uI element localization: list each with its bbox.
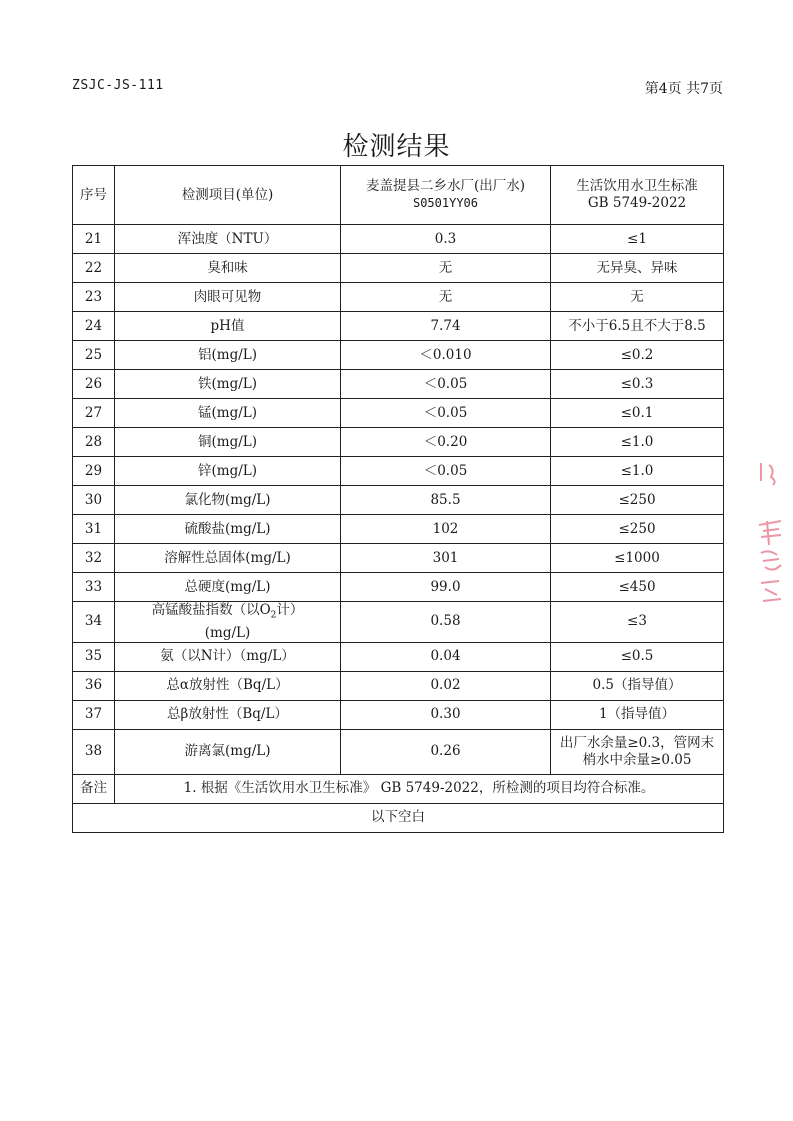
row-item: 臭和味 (115, 254, 341, 283)
row-no: 29 (73, 457, 115, 486)
row-no: 35 (73, 642, 115, 671)
table-row (73, 428, 724, 457)
row-standard: ≤450 (551, 573, 724, 602)
document-code: ZSJC-JS-111 (72, 78, 164, 93)
row-result: ＜0.010 (341, 341, 551, 370)
row-result: 301 (341, 544, 551, 573)
row-item: pH值 (115, 312, 341, 341)
row-result: ＜0.05 (341, 457, 551, 486)
table-header-row (73, 166, 724, 225)
row-item: 氯化物(mg/L) (115, 486, 341, 515)
row-result: 0.30 (341, 700, 551, 729)
table-row (73, 729, 724, 774)
row-result: 85.5 (341, 486, 551, 515)
row-standard: ≤1.0 (551, 457, 724, 486)
row-standard: ≤0.1 (551, 399, 724, 428)
row-item: 总α放射性（Bq/L） (115, 671, 341, 700)
row-standard: ≤3 (551, 602, 724, 643)
row-standard: ≤0.2 (551, 341, 724, 370)
table-row (73, 544, 724, 573)
row-item: 硫酸盐(mg/L) (115, 515, 341, 544)
row-no: 27 (73, 399, 115, 428)
row-result: 7.74 (341, 312, 551, 341)
row-result: ＜0.05 (341, 399, 551, 428)
row-no: 28 (73, 428, 115, 457)
table-row (73, 341, 724, 370)
row-no: 21 (73, 225, 115, 254)
row-standard: ≤250 (551, 486, 724, 515)
row-no: 37 (73, 700, 115, 729)
row-item: 锰(mg/L) (115, 399, 341, 428)
header-result-sample: 麦盖提县二乡水厂(出厂水) (365, 178, 526, 194)
row-no: 26 (73, 370, 115, 399)
table-row (73, 486, 724, 515)
table-row (73, 642, 724, 671)
row-standard: 不小于6.5且不大于8.5 (551, 312, 724, 341)
note-text: 1. 根据《生活饮用水卫生标准》 GB 5749-2022，所检测的项目均符合标准。 (115, 774, 724, 803)
header-standard-code: GB 5749-2022 (587, 195, 687, 211)
header-standard-name: 生活饮用水卫生标准 (576, 178, 698, 194)
note-label: 备注 (73, 774, 115, 803)
row-no: 25 (73, 341, 115, 370)
row-item: 游离氯(mg/L) (115, 729, 341, 774)
table-row (73, 399, 724, 428)
table-row (73, 457, 724, 486)
row-standard-line1: 出厂水余量≥0.3，管网末 (559, 734, 715, 751)
table-row (73, 573, 724, 602)
header-item: 检测项目(单位) (115, 166, 341, 225)
row-result: ＜0.20 (341, 428, 551, 457)
table-row (73, 312, 724, 341)
row-no: 30 (73, 486, 115, 515)
end-row (73, 803, 724, 832)
row-item-line2: (mg/L) (204, 624, 251, 641)
note-row (73, 774, 724, 803)
page-number: 第4页 共7页 (644, 81, 723, 97)
header-standard (551, 166, 724, 225)
row-result: 0.26 (341, 729, 551, 774)
row-item: 总β放射性（Bq/L） (115, 700, 341, 729)
row-result: 无 (341, 283, 551, 312)
row-standard: 无 (551, 283, 724, 312)
row-standard: ≤250 (551, 515, 724, 544)
table-row (73, 283, 724, 312)
table-row (73, 254, 724, 283)
row-item-line1 (119, 602, 336, 625)
row-no: 22 (73, 254, 115, 283)
row-no: 34 (73, 602, 115, 643)
row-item: 锌(mg/L) (115, 457, 341, 486)
row-no: 32 (73, 544, 115, 573)
row-item: 氨（以N计）（mg/L） (115, 642, 341, 671)
row-standard: ≤0.5 (551, 642, 724, 671)
row-no: 33 (73, 573, 115, 602)
row-item-prefix: 高锰酸盐指数（以O (151, 602, 271, 618)
row-result: 0.04 (341, 642, 551, 671)
row-standard: 无异臭、异味 (551, 254, 724, 283)
table-row (73, 700, 724, 729)
row-no: 23 (73, 283, 115, 312)
row-standard: ≤0.3 (551, 370, 724, 399)
table-row (73, 515, 724, 544)
row-item: 肉眼可见物 (115, 283, 341, 312)
page-title: 检测结果 (342, 132, 451, 162)
row-item: 溶解性总固体(mg/L) (115, 544, 341, 573)
row-result: 99.0 (341, 573, 551, 602)
row-result: 无 (341, 254, 551, 283)
seal-stamp-fragment (755, 455, 785, 625)
row-standard: 1（指导值） (551, 700, 724, 729)
row-standard: 0.5（指导值） (551, 671, 724, 700)
table-row (73, 225, 724, 254)
row-item: 总硬度(mg/L) (115, 573, 341, 602)
row-result: 0.02 (341, 671, 551, 700)
row-standard: ≤1 (551, 225, 724, 254)
row-item: 浑浊度（NTU） (115, 225, 341, 254)
header-no: 序号 (73, 166, 115, 225)
row-result: 102 (341, 515, 551, 544)
row-no: 38 (73, 729, 115, 774)
row-no: 24 (73, 312, 115, 341)
table-row (73, 671, 724, 700)
header-result-code: S0501YY06 (412, 196, 479, 210)
row-standard: ≤1.0 (551, 428, 724, 457)
row-item: 铜(mg/L) (115, 428, 341, 457)
row-no: 36 (73, 671, 115, 700)
row-item: 铝(mg/L) (115, 341, 341, 370)
table-row (73, 370, 724, 399)
row-item: 铁(mg/L) (115, 370, 341, 399)
row-standard (551, 729, 724, 774)
results-table (72, 165, 724, 833)
table-row (73, 602, 724, 643)
row-result: 0.58 (341, 602, 551, 643)
row-result: 0.3 (341, 225, 551, 254)
row-standard-line2: 梢水中余量≥0.05 (582, 751, 692, 768)
row-standard: ≤1000 (551, 544, 724, 573)
end-text: 以下空白 (73, 803, 724, 832)
row-result: ＜0.05 (341, 370, 551, 399)
header-result (341, 166, 551, 225)
row-item-subscript: 2 (270, 610, 277, 621)
row-no: 31 (73, 515, 115, 544)
row-item (115, 602, 341, 643)
row-item-suffix: 计） (276, 602, 304, 618)
